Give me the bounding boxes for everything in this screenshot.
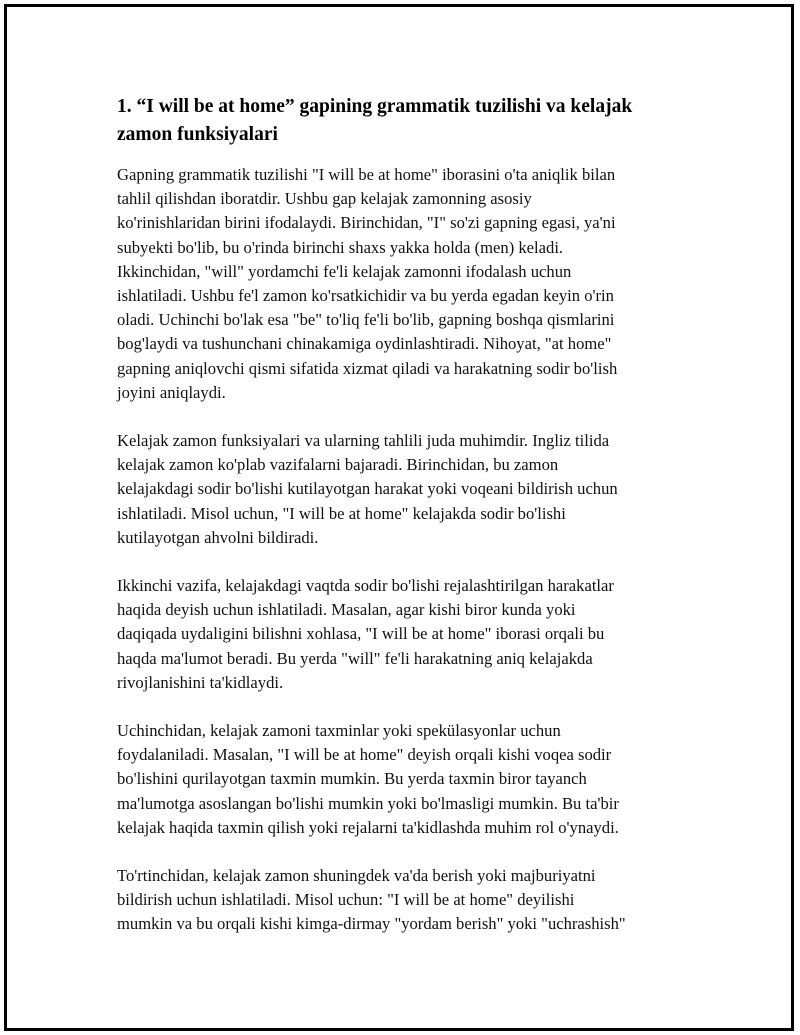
paragraph-third-function: Uchinchidan, kelajak zamoni taxminlar yoki spekülasyonlar uchun foydalaniladi. Masalan, "I will be at home" deyish orqali kishi voqea sodir bo'lishini qurilayotgan taxmin mumkin. Bu yerda taxmin biror tayanch ma'lumotga asoslangan bo'lishi mumkin yoki bo'lmasligi mumkin. Bu ta'bir kelajak haqida taxmin qilish yoki rejalarni ta'kidlashda muhim rol o'ynaydi. bbox=[117, 721, 619, 837]
paragraph-fourth-function: To'rtinchidan, kelajak zamon shuningdek va'da berish yoki majburiyatni bildirish uchun ishlatiladi. Misol uchun: "I will be at home" deyilishi mumkin va bu orqali kishi kimga-dirmay "yordam berish" yoki "uchrashish" bbox=[117, 866, 626, 934]
document-body bbox=[117, 93, 685, 961]
paragraph-second-function: Ikkinchi vazifa, kelajakdagi vaqtda sodir bo'lishi rejalashtirilgan harakatlar haqida deyish uchun ishlatiladi. Masalan, agar kishi biror kunda yoki daqiqada uydaligini bilishni xohlasa, "I will be at home" iborasi orqali bu haqda ma'lumot beradi. Bu yerda "will" fe'li harakatning aniq kelajakda rivojlanishini ta'kidlaydi. bbox=[117, 576, 614, 692]
paragraph-grammar-structure: Gapning grammatik tuzilishi "I will be at home" iborasini o'ta aniqlik bilan tahlil qilishdan iboratdir. Ushbu gap kelajak zamonning asosiy ko'rinishlaridan birini ifodalaydi. Birinchidan, "I" so'zi gapning egasi, ya'ni subyekti bo'lib, bu o'rinda birinchi shaxs yakka holda (men) keladi. Ikkinchidan, "will" yordamchi fe'li kelajak zamonni ifodalash uchun ishlatiladi. Ushbu fe'l zamon ko'rsatkichidir va bu yerda egadan keyin o'rin oladi. Uchinchi bo'lak esa "be" to'liq fe'li bo'lib, gapning boshqa qismlarini bog'laydi va tushunchani chinakamiga oydinlashtiradi. Nihoyat, "at home" gapning aniqlovchi qismi sifatida xizmat qiladi va harakatning sodir bo'lish joyini aniqlaydi. bbox=[117, 165, 618, 402]
section-heading: 1. “I will be at home” gapining grammatik tuzilishi va kelajak zamon funksiyalari bbox=[117, 96, 633, 145]
paragraph-future-functions: Kelajak zamon funksiyalari va ularning tahlili juda muhimdir. Ingliz tilida kelajak zamon ko'plab vazifalarni bajaradi. Birinchidan, bu zamon kelajakdagi sodir bo'lishi kutilayotgan harakat yoki voqeani bildirish uchun ishlatiladi. Misol uchun, "I will be at home" kelajakda sodir bo'lishi kutilayotgan ahvolni bildiradi. bbox=[117, 431, 618, 547]
